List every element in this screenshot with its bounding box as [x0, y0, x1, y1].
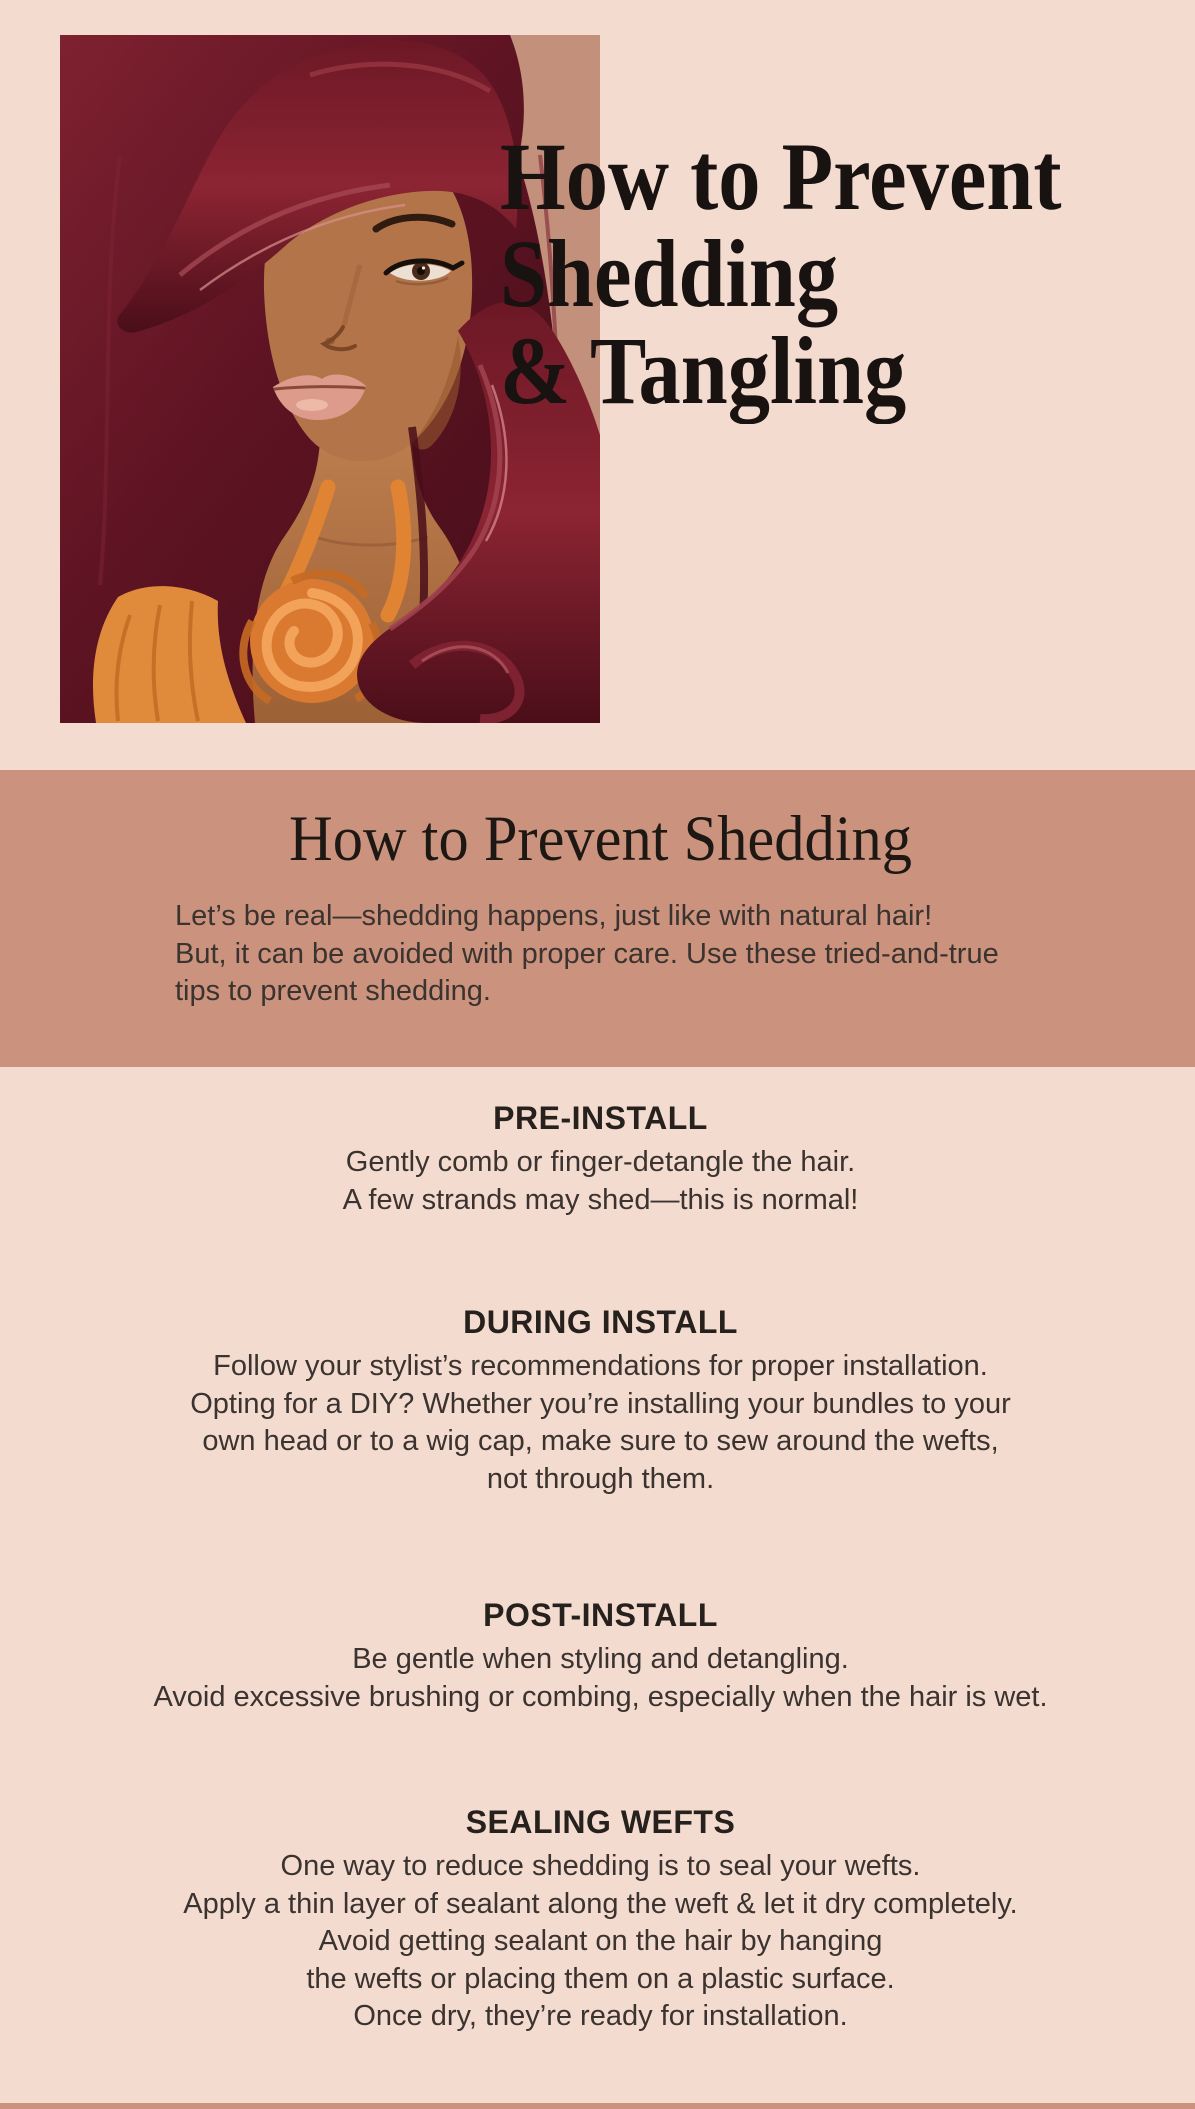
section-sealing-wefts	[6, 1800, 1195, 2036]
intro-paragraph	[175, 898, 999, 1011]
page-title-line-3: & Tangling	[500, 317, 907, 424]
section-heading: POST-INSTALL	[483, 1597, 718, 1633]
page-title	[500, 123, 1062, 424]
banner-heading: How to Prevent Shedding	[289, 803, 912, 875]
page-title-line-1: How to Prevent	[500, 123, 1062, 230]
intro-line: But, it can be avoided with proper care. Use these tried-and-true	[175, 937, 999, 970]
section-text-line: Gently comb or finger-detangle the hair.	[345, 1146, 856, 1178]
section-text-line: A few strands may shed—this is normal!	[342, 1183, 859, 1216]
section-during-install	[6, 1300, 1195, 1498]
intro-line: tips to prevent shedding.	[175, 975, 491, 1007]
page-title-line-2: Shedding	[500, 220, 839, 327]
section-text-line: Be gentle when styling and detangling.	[352, 1643, 849, 1675]
intro-line: Let’s be real—shedding happens, just like with natural hair!	[175, 900, 933, 932]
section-text-line: Once dry, they’re ready for installation.	[353, 2000, 848, 2032]
section-heading: PRE-INSTALL	[493, 1100, 708, 1136]
eye-highlight	[422, 266, 425, 269]
section-heading: DURING INSTALL	[463, 1304, 738, 1340]
section-text-line: Avoid getting sealant on the hair by hanging	[318, 1925, 883, 1957]
section-text-line: Follow your stylist’s recommendations for proper installation.	[213, 1350, 988, 1382]
section-text-line: not through them.	[486, 1462, 715, 1495]
bottom-accent-strip	[0, 2103, 1195, 2109]
section-text-line: One way to reduce shedding is to seal your wefts.	[280, 1850, 921, 1882]
section-text-line: Opting for a DIY? Whether you’re installing your bundles to your	[190, 1387, 1011, 1420]
intro-banner	[0, 770, 1195, 1067]
section-text-line: Avoid excessive brushing or combing, especially when the hair is wet.	[153, 1680, 1048, 1713]
lip-gloss	[296, 399, 328, 411]
section-text-line: the wefts or placing them on a plastic surface.	[306, 1962, 895, 1995]
section-pre-install	[6, 1096, 1195, 1219]
section-text-line: own head or to a wig cap, make sure to sew around the wefts,	[202, 1425, 999, 1457]
section-text-line: Apply a thin layer of sealant along the weft & let it dry completely.	[183, 1887, 1018, 1920]
nostril-shade	[325, 338, 335, 345]
section-heading: SEALING WEFTS	[465, 1804, 736, 1840]
section-post-install	[6, 1593, 1195, 1716]
